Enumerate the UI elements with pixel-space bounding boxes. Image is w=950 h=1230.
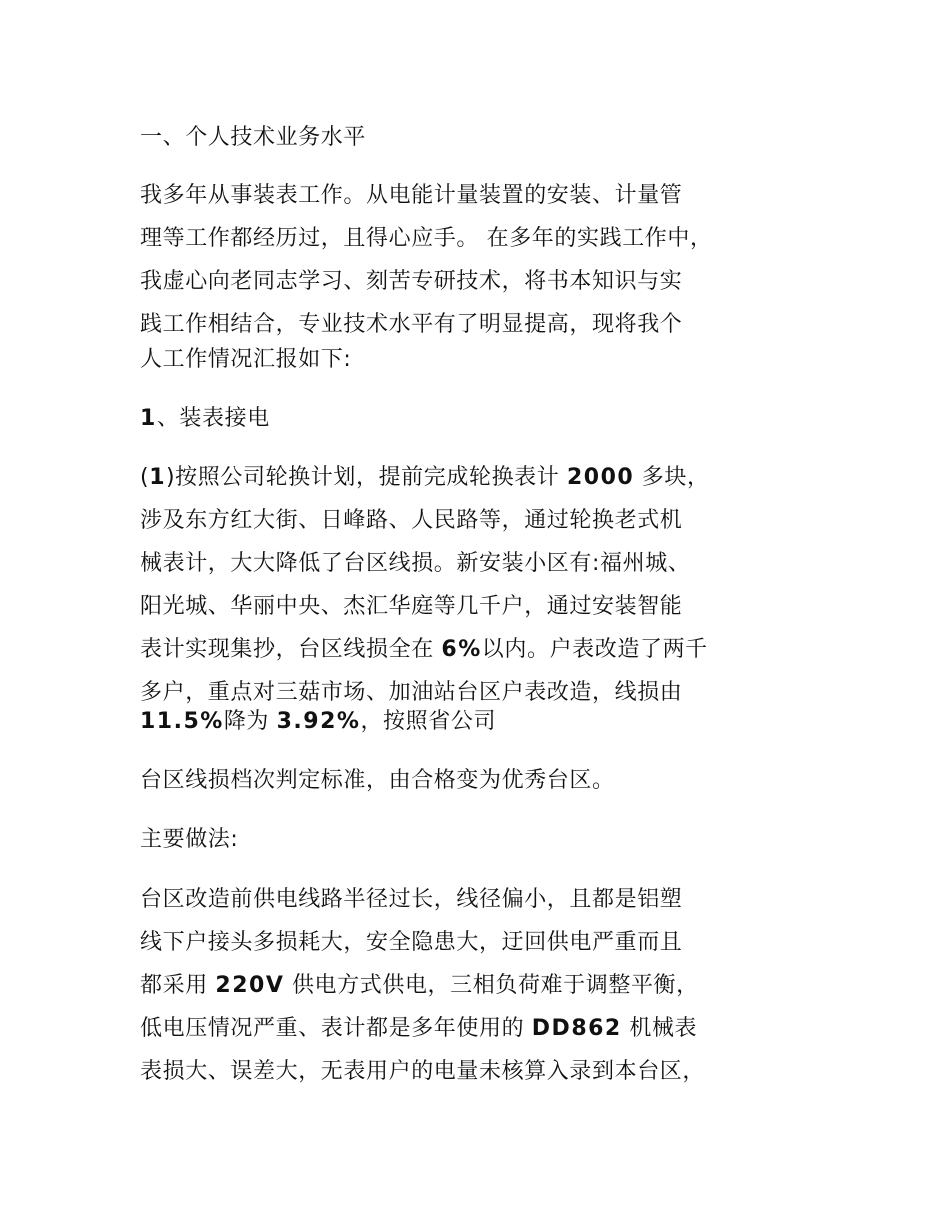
text-line bbox=[140, 123, 366, 153]
text-line bbox=[140, 707, 496, 737]
text-segment: 都采用 bbox=[140, 973, 216, 998]
text-line bbox=[140, 549, 690, 579]
bold-text-segment: DD862 bbox=[531, 1016, 622, 1041]
text-segment: 械表计，大大降低了台区线损。新安装小区有:福州城、 bbox=[140, 551, 691, 576]
text-line bbox=[140, 1057, 705, 1087]
text-segment: 涉及东方红大街、日峰路、人民路等，通过轮换老式机 bbox=[140, 508, 683, 533]
text-line bbox=[140, 885, 682, 915]
text-segment: 机械表 bbox=[621, 1016, 698, 1041]
text-segment: 供电方式供电，三相负荷难于调整平衡， bbox=[284, 973, 699, 998]
text-line bbox=[140, 224, 713, 254]
text-line bbox=[140, 267, 682, 297]
text-line bbox=[140, 1014, 697, 1044]
text-line bbox=[140, 463, 710, 493]
text-segment: 践工作相结合，专业技术水平有了明显提高，现将我个 bbox=[140, 312, 683, 337]
bold-text-segment: 220V bbox=[215, 973, 285, 998]
text-line bbox=[140, 928, 682, 958]
bold-text-segment: 1 bbox=[149, 465, 166, 490]
text-segment: 多块， bbox=[634, 465, 710, 490]
text-segment: 我多年从事装表工作。从电能计量装置的安装、计量管 bbox=[140, 183, 683, 208]
text-line bbox=[140, 181, 682, 211]
bold-text-segment: 11.5% bbox=[140, 709, 224, 734]
bold-text-segment: 1 bbox=[140, 406, 157, 431]
text-segment: 低电压情况严重、表计都是多年使用的 bbox=[140, 1016, 532, 1041]
text-line bbox=[140, 310, 682, 340]
text-line bbox=[140, 825, 238, 855]
text-segment: 主要做法: bbox=[140, 827, 239, 852]
text-segment: 一、个人技术业务水平 bbox=[140, 125, 367, 150]
text-line bbox=[140, 678, 682, 708]
bold-text-segment: 2000 bbox=[566, 465, 635, 490]
text-line bbox=[140, 506, 682, 536]
text-segment: 表损大、误差大，无表用户的电量未核算入录到本台区， bbox=[140, 1059, 706, 1084]
text-segment: 以内。户表改造了两千 bbox=[481, 637, 708, 662]
text-segment: 理等工作都经历过，且得心应手。 在多年的实践工作中， bbox=[140, 226, 713, 251]
text-segment: ，按照省公司 bbox=[360, 709, 497, 734]
text-line bbox=[140, 345, 351, 375]
text-segment: 人工作情况汇报如下: bbox=[140, 347, 352, 372]
text-segment: 台区线损档次判定标准，由合格变为优秀台区。 bbox=[140, 768, 615, 793]
text-segment: 、装表接电 bbox=[156, 406, 270, 431]
bold-text-segment: 6% bbox=[441, 637, 482, 662]
text-segment: 多户，重点对三菇市场、加油站台区户表改造，线损由 bbox=[140, 680, 683, 705]
bold-text-segment: 3.92% bbox=[276, 709, 361, 734]
text-line bbox=[140, 404, 270, 434]
text-line bbox=[140, 592, 682, 622]
text-segment: ( bbox=[140, 465, 150, 490]
text-line bbox=[140, 971, 699, 1001]
text-segment: 台区改造前供电线路半径过长，线径偏小，且都是铝塑 bbox=[140, 887, 683, 912]
text-line bbox=[140, 635, 708, 665]
text-segment: 表计实现集抄，台区线损全在 bbox=[140, 637, 442, 662]
text-segment: 阳光城、华丽中央、杰汇华庭等几千户，通过安装智能 bbox=[140, 594, 683, 619]
text-line bbox=[140, 766, 615, 796]
text-segment: 线下户接头多损耗大，安全隐患大，迂回供电严重而且 bbox=[140, 930, 683, 955]
text-segment: )按照公司轮换计划，提前完成轮换表计 bbox=[166, 465, 567, 490]
text-segment: 降为 bbox=[223, 709, 277, 734]
text-segment: 我虚心向老同志学习、刻苦专研技术，将书本知识与实 bbox=[140, 269, 683, 294]
